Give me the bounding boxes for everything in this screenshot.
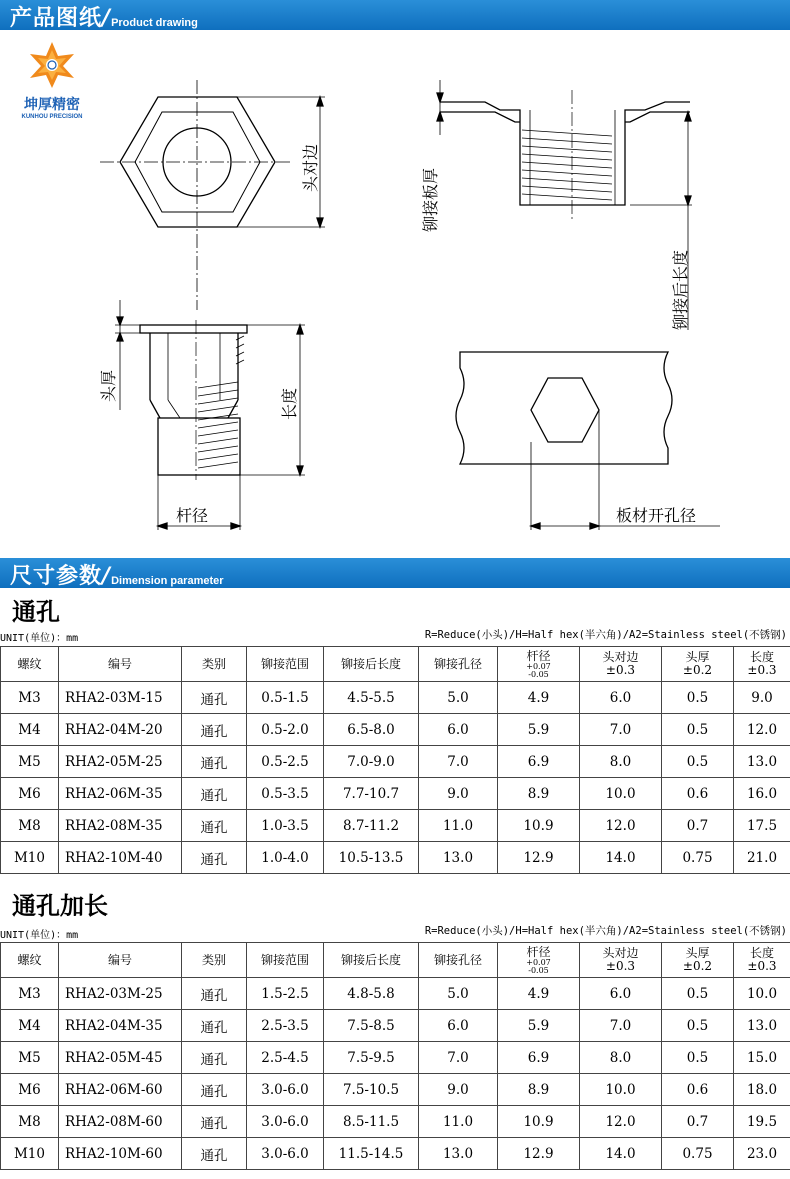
- header-head-thickness-head: 头厚: [685, 650, 710, 664]
- table-cell: 7.0: [419, 746, 498, 778]
- table-cell: 3.0-6.0: [247, 1138, 324, 1170]
- product-drawing-banner: 产品图纸/Product drawing: [0, 0, 790, 30]
- table-cell: 8.7-11.2: [324, 810, 419, 842]
- table-row: [1, 810, 790, 842]
- installed-section-view: [437, 80, 692, 330]
- header-length: [734, 943, 790, 978]
- table-row: [1, 978, 790, 1010]
- plate-hole-view: [456, 352, 720, 530]
- table-cell: 10.5-13.5: [324, 842, 419, 874]
- table-cell: 14.0: [580, 1138, 662, 1170]
- header-shank: [498, 943, 580, 978]
- table-cell: 8.9: [498, 1074, 580, 1106]
- table-cell: 13.0: [419, 842, 498, 874]
- label-plate-hole: 板材开孔径: [616, 506, 697, 525]
- table-cell: 11.5-14.5: [324, 1138, 419, 1170]
- table-cell: 0.5: [662, 746, 734, 778]
- type-note: R=Reduce(小头)/H=Half hex(半六角)/A2=Stainless steel(不锈钢): [424, 925, 787, 937]
- table-cell: RHA2-04M-35: [59, 1010, 182, 1042]
- header-shank: [498, 647, 580, 682]
- table-cell: 6.5-8.0: [324, 714, 419, 746]
- table-row: [1, 1074, 790, 1106]
- table1-title: 通孔: [12, 598, 60, 626]
- table-cell: RHA2-03M-15: [59, 682, 182, 714]
- table-cell: RHA2-03M-25: [59, 978, 182, 1010]
- header-head-thickness: [662, 943, 734, 978]
- table-cell: 13.0: [734, 746, 790, 778]
- header-shank-shank-tol1: +0.07: [526, 661, 551, 671]
- header-rivet-range: 铆接范围: [247, 647, 324, 682]
- table-cell: 7.5-10.5: [324, 1074, 419, 1106]
- table-cell: 21.0: [734, 842, 790, 874]
- table-cell: 0.75: [662, 1138, 734, 1170]
- table-cell: M8: [1, 810, 59, 842]
- table-cell: RHA2-08M-35: [59, 810, 182, 842]
- table-cell: 0.75: [662, 842, 734, 874]
- table-cell: 2.5-3.5: [247, 1010, 324, 1042]
- table-cell: M10: [1, 1138, 59, 1170]
- table-cell: RHA2-06M-35: [59, 778, 182, 810]
- table-cell: 5.0: [419, 682, 498, 714]
- header-head-thickness-head-tol: ±0.2: [682, 663, 713, 677]
- nut-side-view: [115, 300, 305, 530]
- table-cell: RHA2-10M-40: [59, 842, 182, 874]
- table-cell: 13.0: [734, 1010, 790, 1042]
- header-type: 类别: [182, 943, 247, 978]
- header-across-flats-af: 头对边: [602, 650, 639, 664]
- table-cell: 19.5: [734, 1106, 790, 1138]
- table-row: [1, 778, 790, 810]
- header-length: [734, 647, 790, 682]
- table-cell: 通孔: [182, 746, 247, 778]
- table-row: [1, 1010, 790, 1042]
- table-cell: 12.0: [734, 714, 790, 746]
- table-row: [1, 842, 790, 874]
- header-across-flats-af-tol: ±0.3: [605, 959, 636, 973]
- table-cell: 1.0-4.0: [247, 842, 324, 874]
- header-hole: 铆接孔径: [419, 943, 498, 978]
- header-across-flats: [580, 943, 662, 978]
- table-cell: M3: [1, 682, 59, 714]
- table-row: [1, 1138, 790, 1170]
- table-cell: 11.0: [419, 810, 498, 842]
- table-cell: 0.7: [662, 1106, 734, 1138]
- header-length-len: 长度: [749, 650, 774, 664]
- table-header-row: [1, 647, 790, 682]
- table-cell: 10.0: [580, 1074, 662, 1106]
- table-cell: 0.6: [662, 778, 734, 810]
- hex-top-view: [100, 80, 325, 310]
- header-shank-shank: 杆径: [526, 648, 551, 663]
- table-cell: 6.0: [419, 1010, 498, 1042]
- table-cell: M5: [1, 746, 59, 778]
- table-cell: 12.9: [498, 1138, 580, 1170]
- spec-table-extended: [0, 942, 790, 1170]
- label-length: 长度: [280, 387, 299, 420]
- table-cell: 6.0: [580, 682, 662, 714]
- table-cell: 0.6: [662, 1074, 734, 1106]
- table-cell: 0.5-1.5: [247, 682, 324, 714]
- table-cell: 0.5: [662, 978, 734, 1010]
- table-cell: 2.5-4.5: [247, 1042, 324, 1074]
- table-cell: 通孔: [182, 1042, 247, 1074]
- header-thread: 螺纹: [1, 647, 59, 682]
- table-cell: 7.0: [580, 714, 662, 746]
- table-row: [1, 714, 790, 746]
- table-cell: 15.0: [734, 1042, 790, 1074]
- label-head-across-flats: 头对边: [301, 143, 320, 192]
- table-cell: 13.0: [419, 1138, 498, 1170]
- table-cell: 通孔: [182, 778, 247, 810]
- table-cell: RHA2-06M-60: [59, 1074, 182, 1106]
- table-cell: 10.0: [734, 978, 790, 1010]
- table-cell: M10: [1, 842, 59, 874]
- table-cell: 0.7: [662, 810, 734, 842]
- table-cell: 0.5: [662, 714, 734, 746]
- table-cell: 9.0: [419, 778, 498, 810]
- table-cell: 5.9: [498, 1010, 580, 1042]
- header-head-thickness-head: 头厚: [685, 946, 710, 960]
- table-cell: 16.0: [734, 778, 790, 810]
- table-cell: 14.0: [580, 842, 662, 874]
- brand-subtitle: KUNHOU PRECISION: [21, 114, 83, 120]
- table-cell: 4.9: [498, 682, 580, 714]
- table-cell: 通孔: [182, 714, 247, 746]
- header-length-len-tol: ±0.3: [747, 959, 777, 973]
- table-cell: 0.5-2.5: [247, 746, 324, 778]
- table-cell: 11.0: [419, 1106, 498, 1138]
- table-cell: 1.5-2.5: [247, 978, 324, 1010]
- table-cell: RHA2-05M-45: [59, 1042, 182, 1074]
- table-cell: 6.9: [498, 1042, 580, 1074]
- label-shank-diameter: 杆径: [176, 506, 209, 525]
- table-cell: 通孔: [182, 978, 247, 1010]
- table-row: [1, 1106, 790, 1138]
- table-cell: 9.0: [419, 1074, 498, 1106]
- table-row: [1, 682, 790, 714]
- table-cell: 12.0: [580, 810, 662, 842]
- header-thread: 螺纹: [1, 943, 59, 978]
- table-cell: 0.5-2.0: [247, 714, 324, 746]
- table-cell: 5.9: [498, 714, 580, 746]
- table-row: [1, 746, 790, 778]
- table-cell: RHA2-08M-60: [59, 1106, 182, 1138]
- table-cell: 4.8-5.8: [324, 978, 419, 1010]
- table-cell: 7.0: [419, 1042, 498, 1074]
- header-head-thickness: [662, 647, 734, 682]
- table-cell: M3: [1, 978, 59, 1010]
- table-cell: 10.9: [498, 810, 580, 842]
- table-cell: 6.0: [580, 978, 662, 1010]
- table-cell: M4: [1, 714, 59, 746]
- table-cell: 8.0: [580, 1042, 662, 1074]
- table-cell: M6: [1, 1074, 59, 1106]
- table-cell: 0.5-3.5: [247, 778, 324, 810]
- table-cell: 8.0: [580, 746, 662, 778]
- banner-subtitle: Dimension parameter: [111, 575, 224, 587]
- label-plate-thickness: 铆接板厚: [421, 167, 440, 232]
- header-shank-shank-tol2: -0.05: [528, 669, 549, 679]
- table-cell: 23.0: [734, 1138, 790, 1170]
- header-length-len-tol: ±0.3: [747, 663, 777, 677]
- table-cell: 17.5: [734, 810, 790, 842]
- table-cell: 12.0: [580, 1106, 662, 1138]
- table-header-row: [1, 943, 790, 978]
- table-cell: 10.9: [498, 1106, 580, 1138]
- header-code: 编号: [59, 943, 182, 978]
- header-type: 类别: [182, 647, 247, 682]
- header-head-thickness-head-tol: ±0.2: [682, 959, 713, 973]
- table-cell: 7.0: [580, 1010, 662, 1042]
- table-cell: 9.0: [734, 682, 790, 714]
- table-cell: 通孔: [182, 842, 247, 874]
- table-cell: 6.0: [419, 714, 498, 746]
- table-cell: 通孔: [182, 1138, 247, 1170]
- table-cell: 7.7-10.7: [324, 778, 419, 810]
- banner-title: 产品图纸: [10, 6, 103, 31]
- header-length-len: 长度: [749, 946, 774, 960]
- table-cell: 0.5: [662, 1010, 734, 1042]
- header-across-flats: [580, 647, 662, 682]
- table-cell: 8.9: [498, 778, 580, 810]
- table-cell: 8.5-11.5: [324, 1106, 419, 1138]
- table-cell: 3.0-6.0: [247, 1074, 324, 1106]
- table-cell: 7.0-9.0: [324, 746, 419, 778]
- table-cell: 通孔: [182, 1010, 247, 1042]
- table-cell: RHA2-04M-20: [59, 714, 182, 746]
- unit-label: UNIT(单位)：mm: [0, 930, 79, 941]
- table-cell: 通孔: [182, 682, 247, 714]
- banner-title: 尺寸参数: [10, 564, 103, 589]
- header-shank-shank-tol1: +0.07: [526, 957, 551, 967]
- header-rivet-range: 铆接范围: [247, 943, 324, 978]
- table-cell: 7.5-9.5: [324, 1042, 419, 1074]
- header-across-flats-af: 头对边: [602, 946, 639, 960]
- header-shank-shank-tol2: -0.05: [528, 965, 549, 975]
- unit-label: UNIT(单位)：mm: [0, 633, 79, 644]
- table-cell: 7.5-8.5: [324, 1010, 419, 1042]
- header-code: 编号: [59, 647, 182, 682]
- table-cell: M5: [1, 1042, 59, 1074]
- spec-table-through-hole: [0, 646, 790, 874]
- table-cell: 5.0: [419, 978, 498, 1010]
- table-cell: 1.0-3.5: [247, 810, 324, 842]
- type-note: R=Reduce(小头)/H=Half hex(半六角)/A2=Stainless steel(不锈钢): [424, 629, 787, 641]
- table-cell: M6: [1, 778, 59, 810]
- table-cell: M8: [1, 1106, 59, 1138]
- table-cell: 0.5: [662, 1042, 734, 1074]
- table-cell: 通孔: [182, 1106, 247, 1138]
- table-cell: 4.5-5.5: [324, 682, 419, 714]
- header-shank-shank: 杆径: [526, 944, 551, 959]
- header-across-flats-af-tol: ±0.3: [605, 663, 636, 677]
- table-cell: 3.0-6.0: [247, 1106, 324, 1138]
- table-cell: 12.9: [498, 842, 580, 874]
- table2-title: 通孔加长: [12, 892, 108, 920]
- table-cell: RHA2-05M-25: [59, 746, 182, 778]
- table-cell: 10.0: [580, 778, 662, 810]
- table-cell: 通孔: [182, 1074, 247, 1106]
- table-row: [1, 1042, 790, 1074]
- label-post-rivet-length: 铆接后长度: [671, 249, 690, 330]
- header-after-length: 铆接后长度: [324, 647, 419, 682]
- table-cell: 通孔: [182, 810, 247, 842]
- brand-name: 坤厚精密: [24, 97, 80, 113]
- table-cell: 18.0: [734, 1074, 790, 1106]
- table-cell: 6.9: [498, 746, 580, 778]
- banner-subtitle: Product drawing: [111, 17, 198, 29]
- dimension-parameter-banner: 尺寸参数/Dimension parameter: [0, 558, 790, 588]
- table-cell: 4.9: [498, 978, 580, 1010]
- table-cell: RHA2-10M-60: [59, 1138, 182, 1170]
- technical-drawing: [0, 30, 790, 558]
- table-cell: 0.5: [662, 682, 734, 714]
- table-cell: M4: [1, 1010, 59, 1042]
- label-head-thickness: 头厚: [99, 369, 118, 402]
- header-hole: 铆接孔径: [419, 647, 498, 682]
- header-after-length: 铆接后长度: [324, 943, 419, 978]
